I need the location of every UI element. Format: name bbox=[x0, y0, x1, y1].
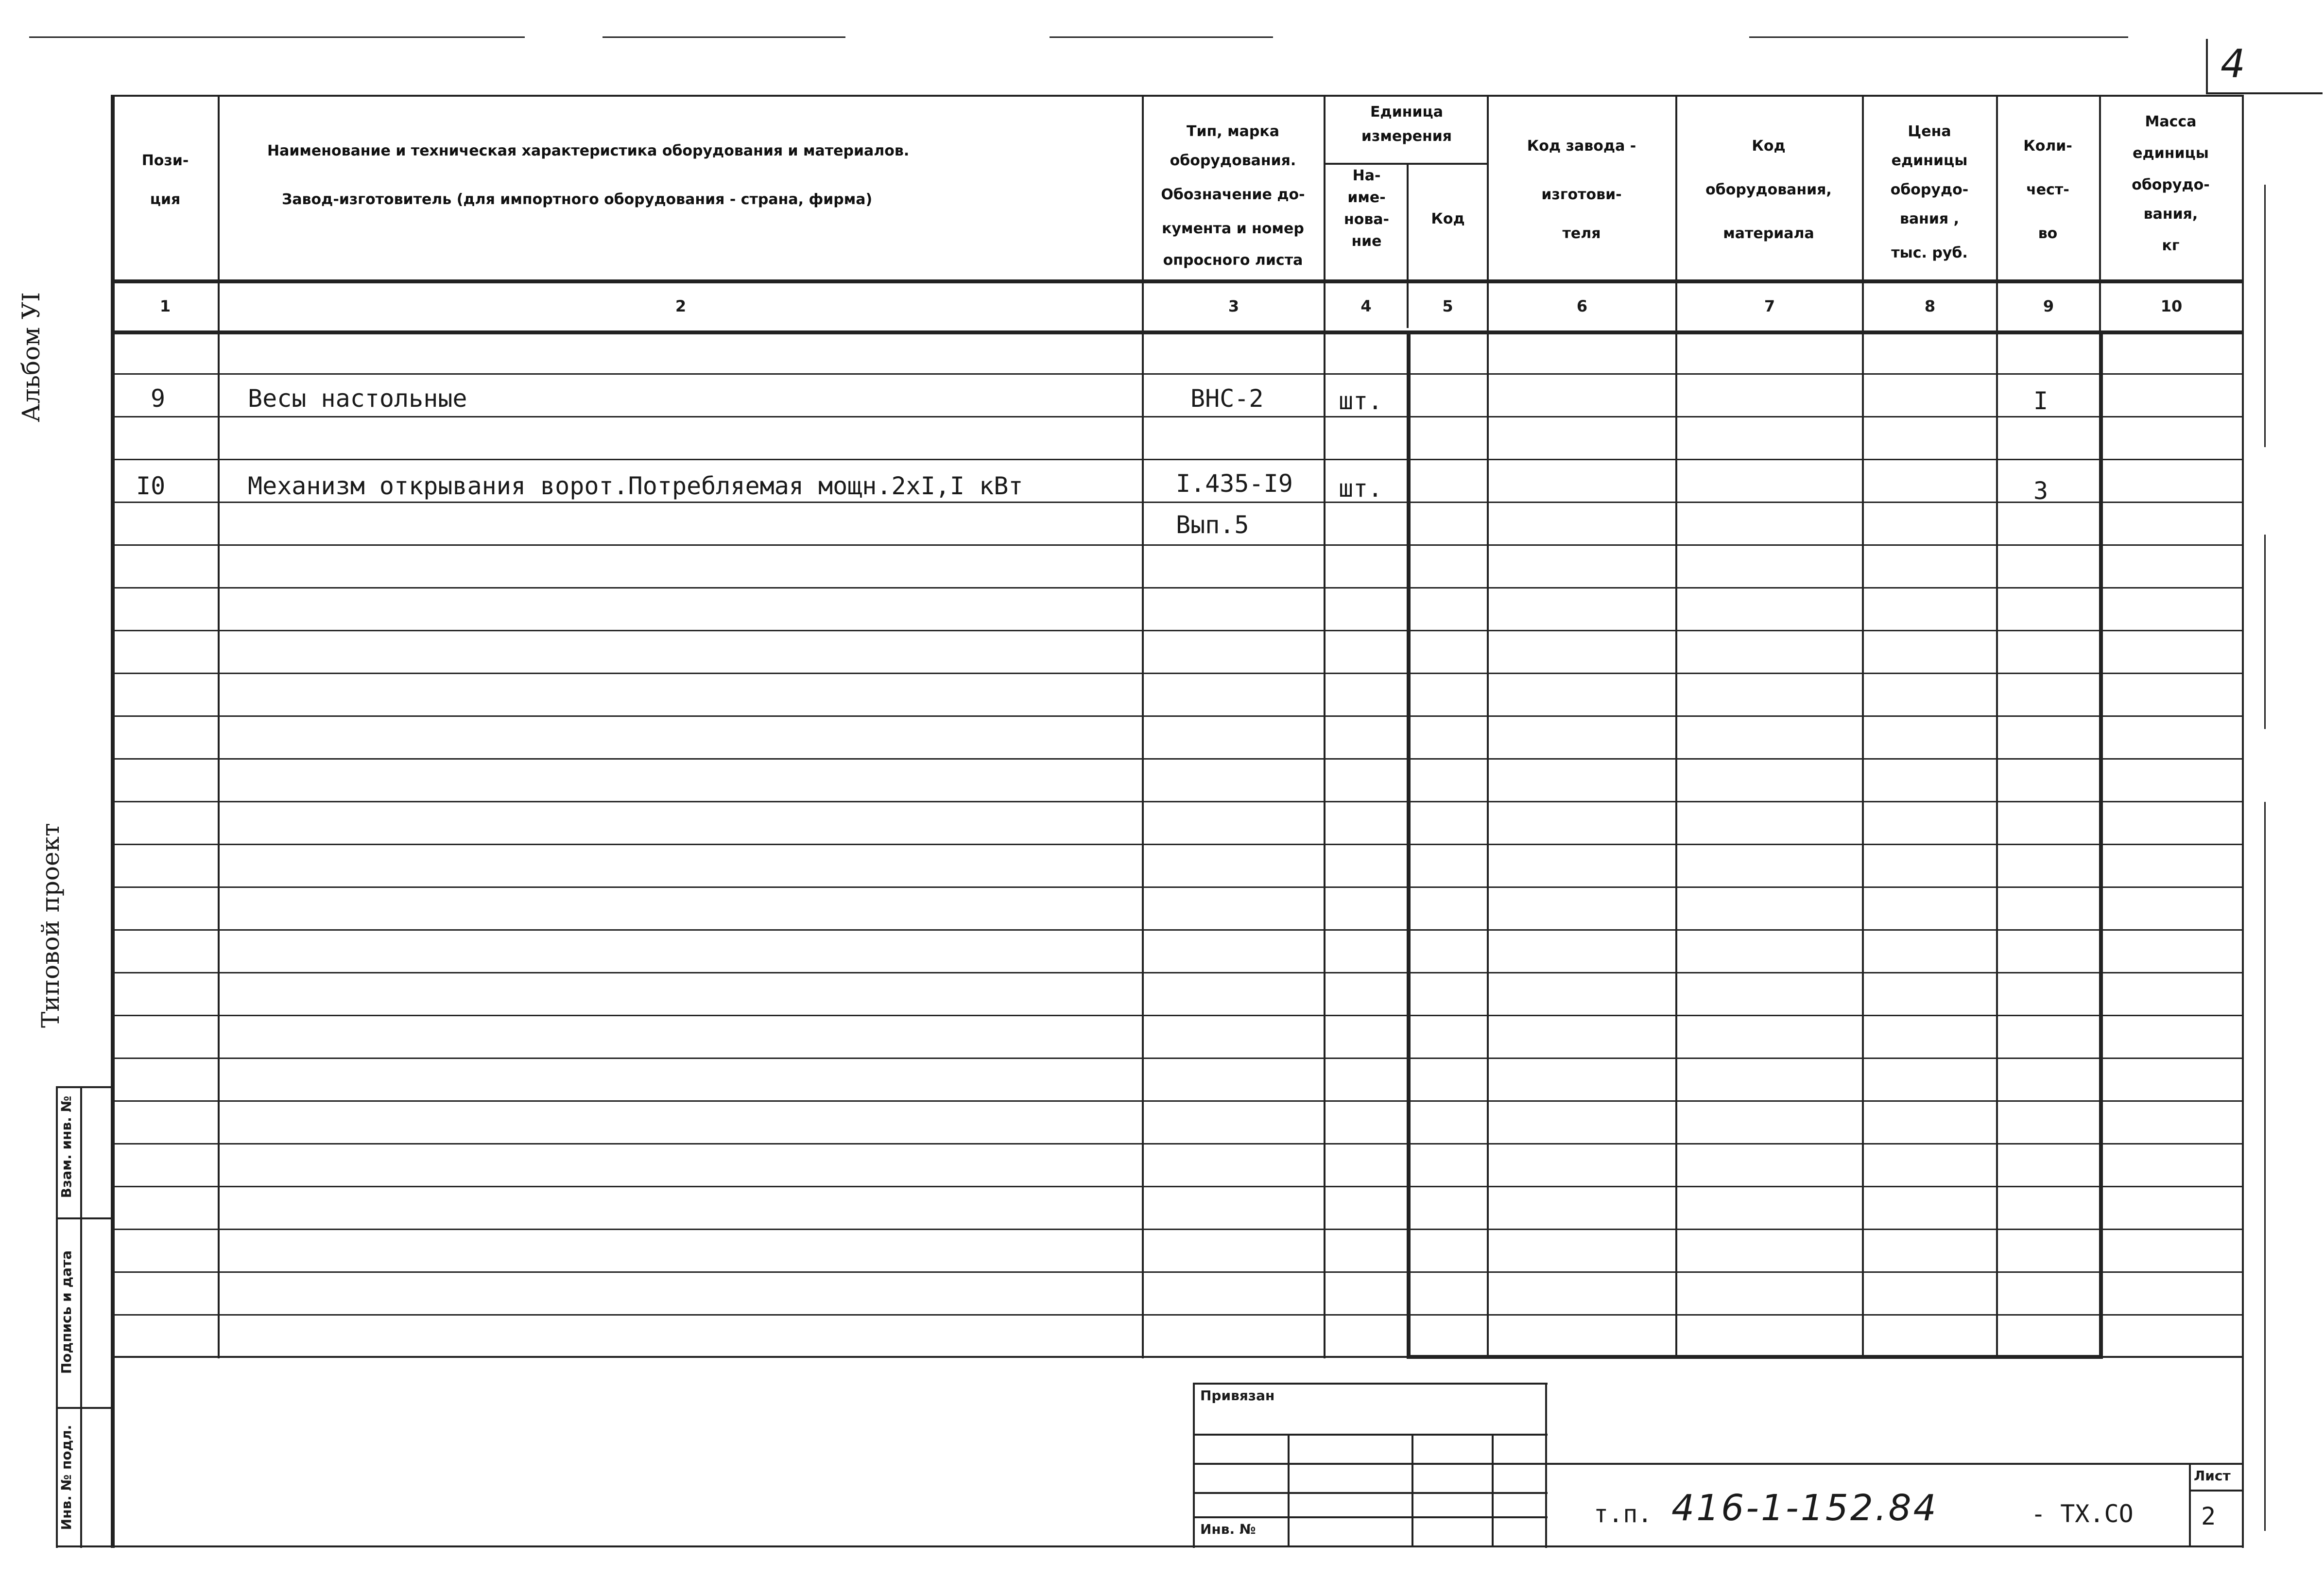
title-block-left bbox=[1193, 1383, 1195, 1548]
row-line bbox=[111, 1100, 2244, 1102]
row-line bbox=[111, 1058, 2244, 1059]
box-right bbox=[2099, 333, 2103, 1358]
row2-position: I0 bbox=[136, 472, 166, 500]
row-line bbox=[111, 459, 2244, 460]
row-line bbox=[111, 630, 2244, 631]
row-line bbox=[111, 1314, 2244, 1316]
row-line bbox=[111, 844, 2244, 845]
right-margin-mark-1 bbox=[2264, 185, 2266, 447]
doc-number: 416-1-152.84 bbox=[1671, 1487, 1938, 1529]
row-line bbox=[111, 673, 2244, 674]
row-line bbox=[111, 758, 2244, 760]
attached-label: Привязан bbox=[1200, 1388, 1275, 1404]
side-project-label: Типовой проект bbox=[36, 823, 65, 1028]
table-body-bottom bbox=[111, 1356, 2244, 1358]
corner-rule bbox=[2206, 92, 2323, 94]
top-rule-1 bbox=[29, 36, 525, 38]
colnum-3: 3 bbox=[1228, 297, 1239, 315]
corner-divider bbox=[2206, 39, 2208, 92]
row-line bbox=[111, 929, 2244, 931]
row1-type: ВНС-2 bbox=[1190, 384, 1264, 413]
stamp-strip-inner bbox=[80, 1086, 82, 1548]
row-line bbox=[111, 886, 2244, 888]
row-line bbox=[111, 801, 2244, 802]
attached-row4 bbox=[1193, 1516, 1548, 1518]
attached-col3 bbox=[1492, 1434, 1494, 1545]
col-div-3 bbox=[1324, 95, 1326, 1358]
attached-col2 bbox=[1412, 1434, 1413, 1545]
colnum-6: 6 bbox=[1576, 297, 1588, 315]
row-line bbox=[111, 373, 2244, 375]
doc-suffix: - ТХ.СО bbox=[2031, 1500, 2134, 1528]
col-div-1 bbox=[218, 95, 220, 1358]
attached-col1 bbox=[1288, 1434, 1290, 1545]
right-margin-mark-2 bbox=[2264, 535, 2266, 729]
row2-type-issue: Вып.5 bbox=[1176, 511, 1249, 539]
table-right-border bbox=[2242, 95, 2244, 1548]
table-top-border bbox=[111, 95, 2244, 97]
corner-number: 4 bbox=[2221, 41, 2245, 87]
side-album-label: Альбом УI bbox=[17, 292, 45, 422]
colnum-4: 4 bbox=[1360, 297, 1372, 315]
row-line bbox=[111, 1271, 2244, 1273]
colnum-7: 7 bbox=[1764, 297, 1775, 315]
row-line bbox=[111, 544, 2244, 546]
stamp-strip-div2 bbox=[56, 1407, 112, 1409]
attached-row1 bbox=[1193, 1434, 1548, 1436]
row2-type: I.435-I9 bbox=[1176, 469, 1293, 498]
colnum-bottom-line bbox=[111, 330, 2244, 334]
sheet-box-mid bbox=[2189, 1490, 2242, 1492]
colnum-8: 8 bbox=[1924, 297, 1936, 315]
attached-top bbox=[1193, 1383, 1548, 1385]
colnum-2: 2 bbox=[675, 297, 687, 315]
right-margin-mark-3 bbox=[2264, 802, 2266, 1531]
colnum-1: 1 bbox=[159, 297, 171, 315]
col-div-6 bbox=[1675, 95, 1677, 1358]
row-line bbox=[111, 587, 2244, 589]
attached-right bbox=[1545, 1383, 1547, 1548]
stamp-strip-outer bbox=[56, 1086, 58, 1548]
row1-unit: шт. bbox=[1339, 387, 1383, 415]
row1-qty: I bbox=[2033, 387, 2049, 415]
row-line bbox=[111, 416, 2244, 417]
sheet-number: 2 bbox=[2201, 1502, 2216, 1530]
row2-unit: шт. bbox=[1339, 474, 1383, 503]
stamp-inv-original: Инв. № подл. bbox=[58, 1424, 74, 1530]
header-col5: Код bbox=[1431, 210, 1465, 227]
box-left bbox=[1407, 333, 1411, 1358]
col-div-5 bbox=[1487, 95, 1489, 1358]
colnum-9: 9 bbox=[2043, 297, 2054, 315]
unit-subheader-line bbox=[1324, 163, 1489, 165]
row2-qty: 3 bbox=[2033, 477, 2049, 505]
sheet-box-left bbox=[2189, 1463, 2191, 1545]
stamp-signature-date: Подпись и дата bbox=[58, 1250, 74, 1374]
row-line bbox=[111, 1015, 2244, 1016]
col-div-7 bbox=[1862, 95, 1864, 1358]
top-rule-4 bbox=[1749, 36, 2128, 38]
row-line bbox=[111, 972, 2244, 973]
row-line bbox=[111, 1143, 2244, 1145]
header-bottom-line bbox=[111, 279, 2244, 283]
colnum-10: 10 bbox=[2160, 297, 2183, 315]
doc-block-top bbox=[1545, 1463, 2242, 1465]
sheet-label: Лист bbox=[2194, 1468, 2231, 1484]
top-rule-3 bbox=[1050, 36, 1273, 38]
col-div-8 bbox=[1996, 95, 1998, 1358]
row1-position: 9 bbox=[151, 384, 166, 413]
row-line bbox=[111, 715, 2244, 717]
colnum-5: 5 bbox=[1442, 297, 1453, 315]
stamp-strip-div1 bbox=[56, 1217, 112, 1219]
row-line bbox=[111, 502, 2244, 503]
stamp-strip-bottom bbox=[56, 1545, 112, 1547]
row2-name: Механизм открывания ворот.Потребляемая мощн.2хI,I кВт bbox=[248, 472, 1023, 500]
doc-prefix: т.п. bbox=[1594, 1500, 1653, 1528]
top-rule-2 bbox=[603, 36, 845, 38]
row1-name: Весы настольные bbox=[248, 384, 467, 413]
row-line bbox=[111, 1186, 2244, 1187]
col-div-2 bbox=[1142, 95, 1144, 1358]
attached-row2 bbox=[1193, 1463, 1548, 1465]
inv-no-label: Инв. № bbox=[1200, 1521, 1256, 1537]
title-block-bottom bbox=[111, 1545, 2244, 1547]
row-line bbox=[111, 1229, 2244, 1230]
attached-row3 bbox=[1193, 1492, 1548, 1494]
stamp-replaced-inv: Взам. инв. № bbox=[58, 1095, 74, 1198]
